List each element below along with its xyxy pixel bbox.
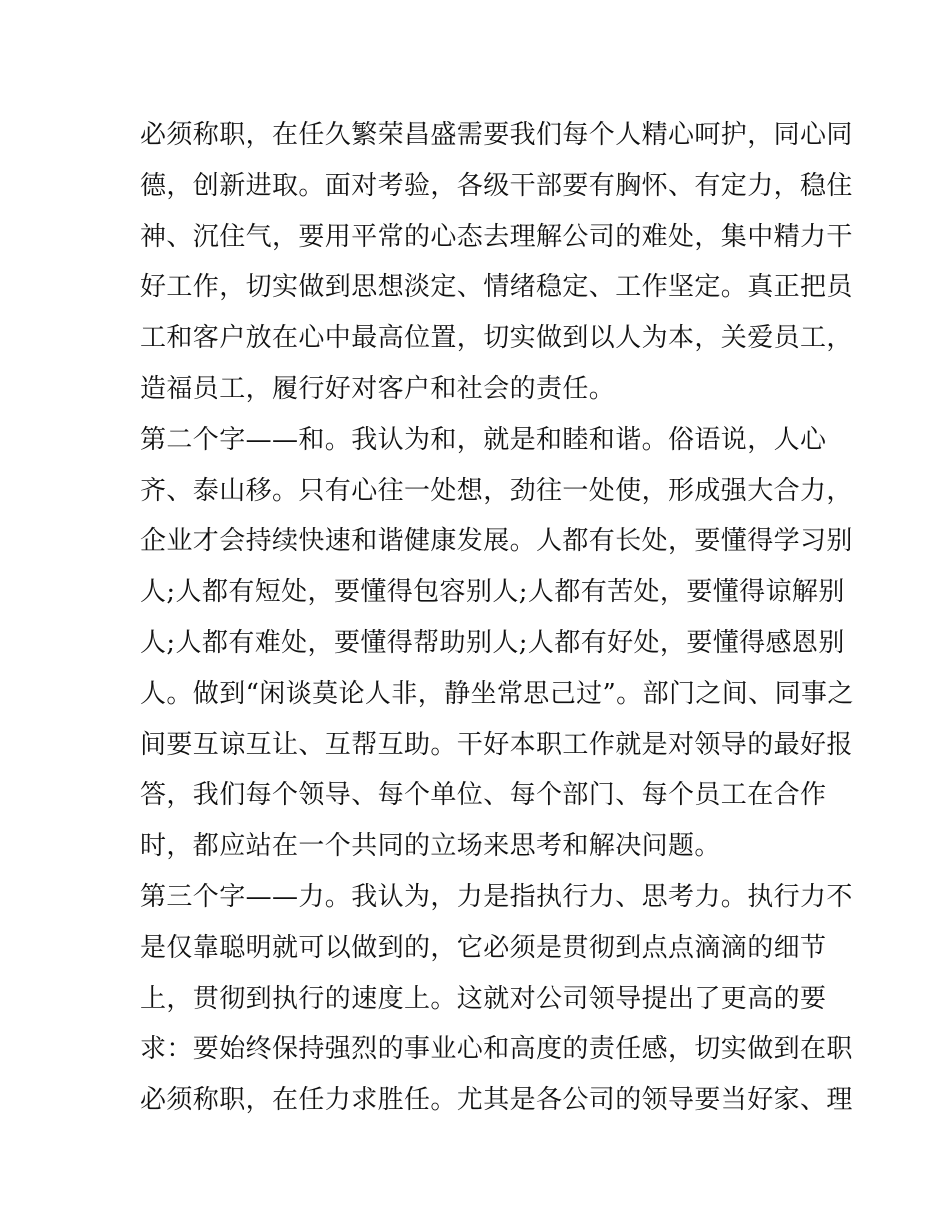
- text-line: 第二个字——和。我认为和，就是和睦和谐。俗语说，人心: [140, 424, 827, 455]
- text-line: 好工作，切实做到思想淡定、情绪稳定、工作坚定。真正把员: [140, 272, 853, 303]
- text-line: 齐、泰山移。只有心往一处想，劲往一处使，形成强大合力，: [140, 475, 853, 506]
- text-line: 人。做到“闲谈莫论人非，静坐常思己过”。部门之间、同事之: [140, 678, 854, 709]
- text-line: 人;人都有难处，要懂得帮助别人;人都有好处，要懂得感恩别: [140, 627, 845, 658]
- text-line: 造福员工，履行好对客户和社会的责任。: [140, 373, 616, 404]
- text-line: 企业才会持续快速和谐健康发展。人都有长处，要懂得学习别: [140, 526, 853, 557]
- text-line: 德，创新进取。面对考验，各级干部要有胸怀、有定力，稳住: [140, 170, 853, 201]
- text-line: 神、沉住气，要用平常的心态去理解公司的难处，集中精力干: [140, 221, 853, 252]
- text-line: 答，我们每个领导、每个单位、每个部门、每个员工在合作: [140, 780, 827, 811]
- text-line: 是仅靠聪明就可以做到的，它必须是贯彻到点点滴滴的细节: [140, 932, 827, 963]
- text-line: 工和客户放在心中最高位置，切实做到以人为本，关爱员工，: [140, 323, 853, 354]
- body-text: [140, 110, 854, 1126]
- text-line: 必须称职，在任力求胜任。尤其是各公司的领导要当好家、理: [140, 1085, 853, 1116]
- text-line: 人;人都有短处，要懂得包容别人;人都有苦处，要懂得谅解别: [140, 577, 845, 608]
- text-line: 求：要始终保持强烈的事业心和高度的责任感，切实做到在职: [140, 1034, 853, 1065]
- text-line: 间要互谅互让、互帮互助。干好本职工作就是对领导的最好报: [140, 729, 853, 760]
- text-line: 时，都应站在一个共同的立场来思考和解决问题。: [140, 831, 721, 862]
- text-line: 第三个字——力。我认为，力是指执行力、思考力。执行力不: [140, 881, 853, 912]
- text-line: 上，贯彻到执行的速度上。这就对公司领导提出了更高的要: [140, 983, 827, 1014]
- text-line: 必须称职，在任久繁荣昌盛需要我们每个人精心呵护，同心同: [140, 120, 853, 150]
